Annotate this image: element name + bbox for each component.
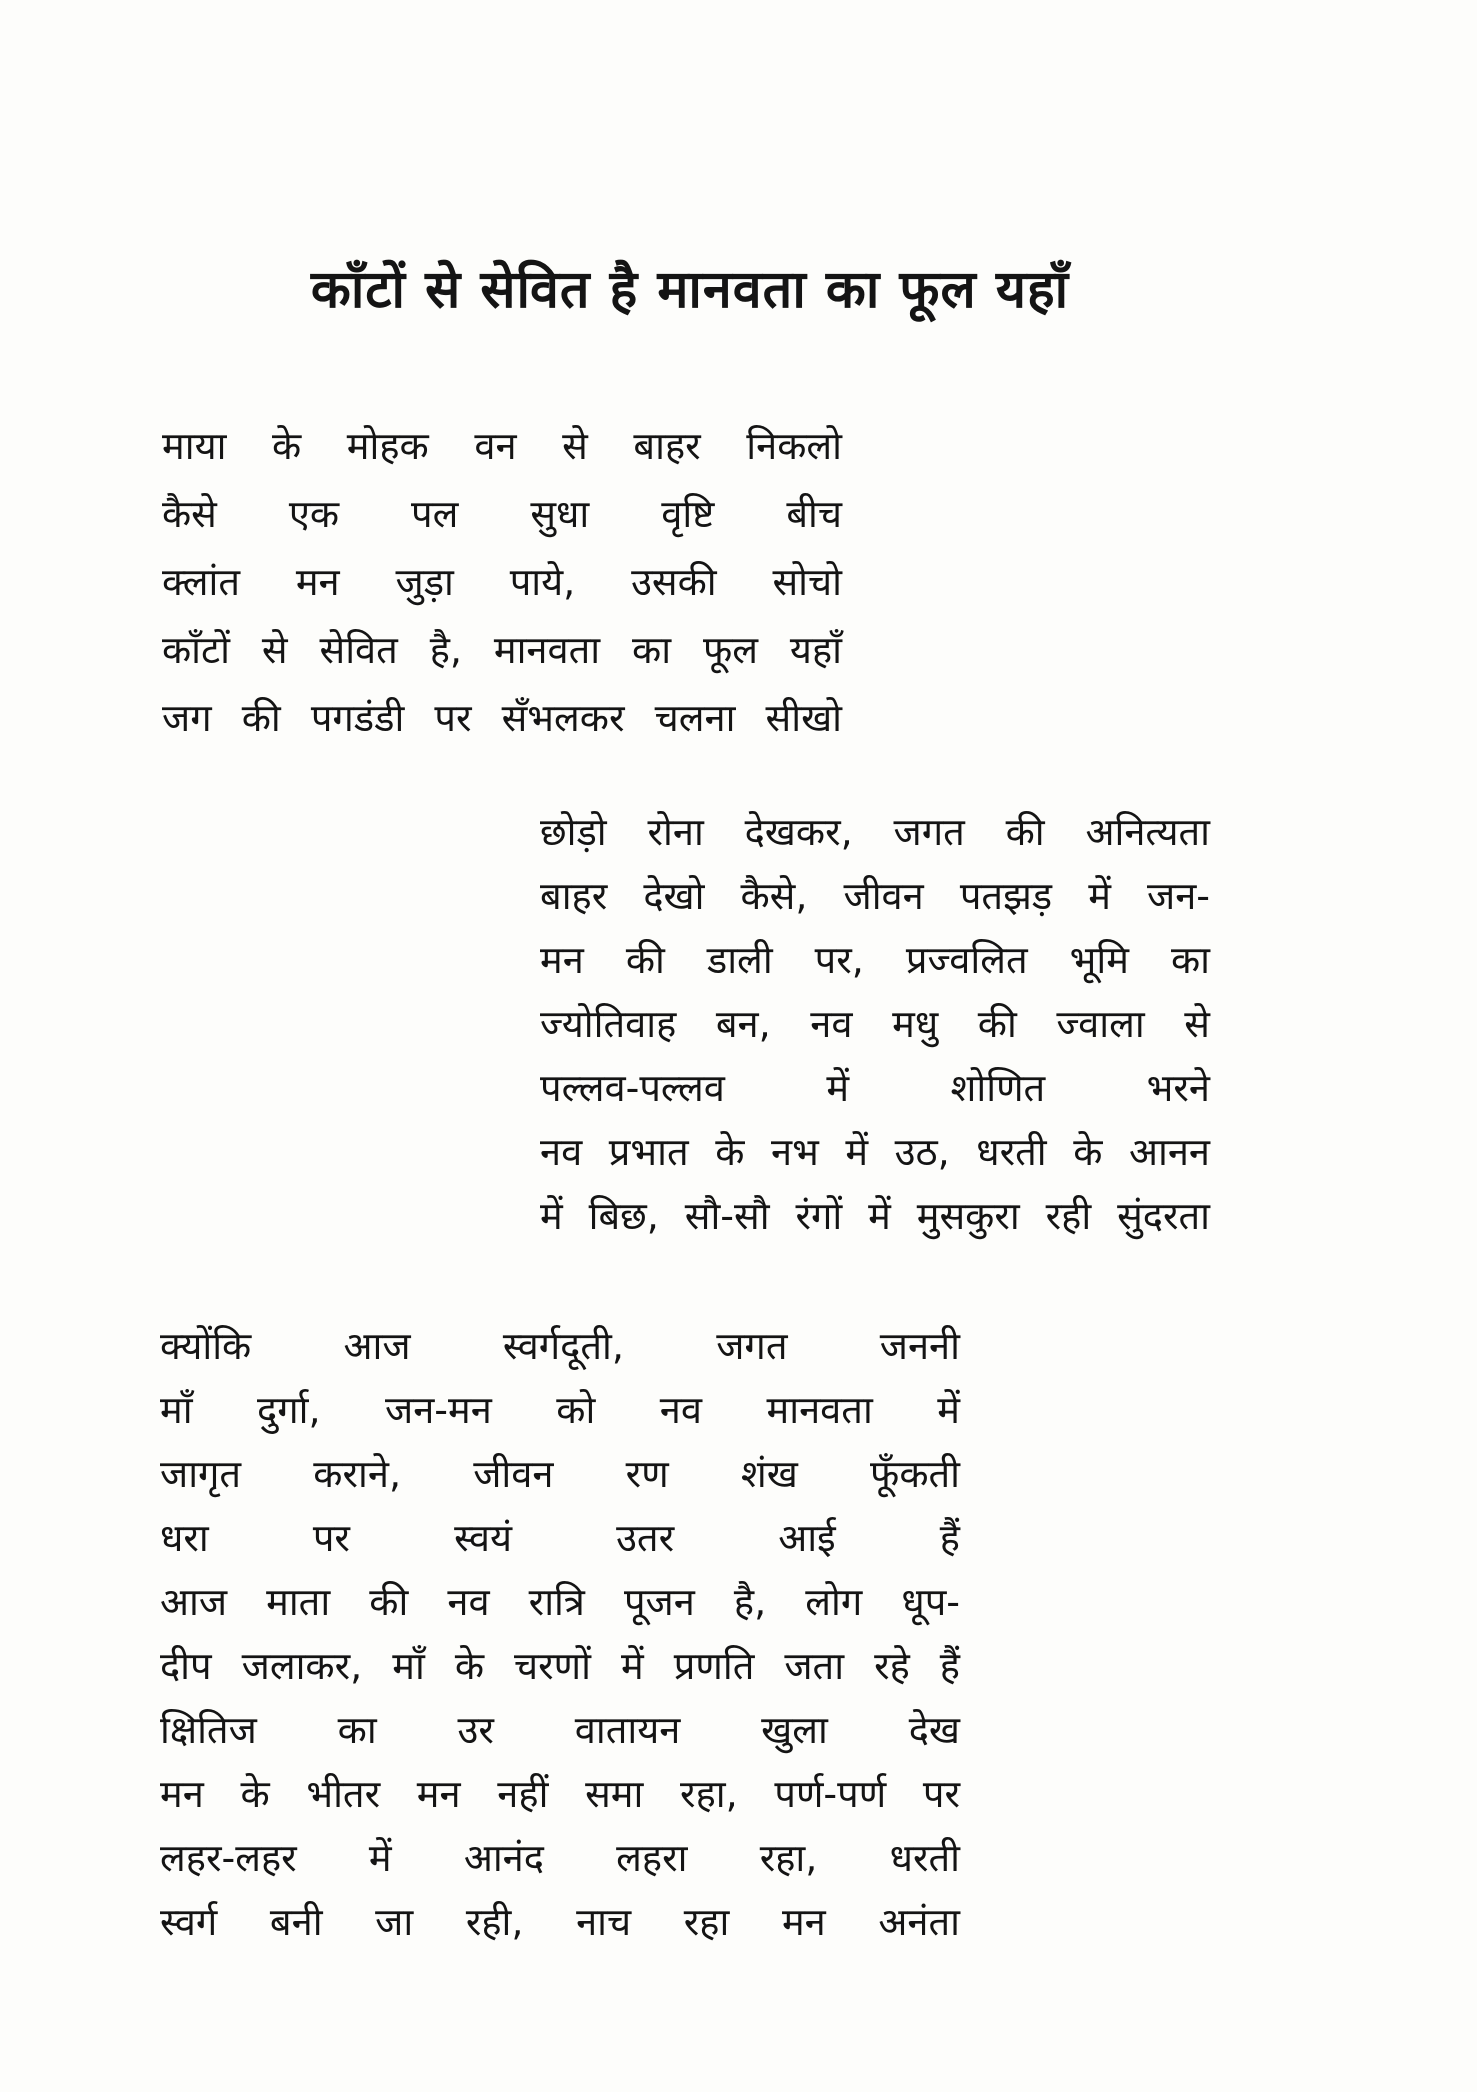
stanza-2-line-6: नव प्रभात के नभ में उठ, धरती के आनन bbox=[540, 1130, 1210, 1174]
stanza-3-line-7: क्षितिज का उर वातायन खुला देख bbox=[160, 1708, 960, 1752]
stanza-3-line-2: माँ दुर्गा, जन-मन को नव मानवता में bbox=[160, 1388, 960, 1432]
stanza-1-line-1: माया के मोहक वन से बाहर निकलो bbox=[162, 424, 842, 468]
stanza-1-line-5: जग की पगडंडी पर सँभलकर चलना सीखो bbox=[162, 696, 842, 740]
stanza-1-line-3: क्लांत मन जुड़ा पाये, उसकी सोचो bbox=[162, 560, 842, 604]
stanza-2-line-7: में बिछ, सौ-सौ रंगों में मुसकुरा रही सुंदरता bbox=[540, 1194, 1210, 1238]
stanza-2-line-1: छोड़ो रोना देखकर, जगत की अनित्यता bbox=[540, 810, 1210, 854]
stanza-2-line-3: मन की डाली पर, प्रज्वलित भूमि का bbox=[540, 938, 1210, 982]
stanza-3-line-5: आज माता की नव रात्रि पूजन है, लोग धूप- bbox=[160, 1580, 960, 1624]
stanza-1-line-4: काँटों से सेवित है, मानवता का फूल यहाँ bbox=[162, 628, 842, 672]
poem-title: काँटों से सेवित है मानवता का फूल यहाँ bbox=[310, 260, 1070, 320]
stanza-3-line-9: लहर-लहर में आनंद लहरा रहा, धरती bbox=[160, 1836, 960, 1880]
stanza-3-line-8: मन के भीतर मन नहीं समा रहा, पर्ण-पर्ण पर bbox=[160, 1772, 960, 1816]
stanza-3-line-4: धरा पर स्वयं उतर आई हैं bbox=[160, 1516, 960, 1560]
stanza-3-line-10: स्वर्ग बनी जा रही, नाच रहा मन अनंता bbox=[160, 1900, 960, 1944]
stanza-2-line-4: ज्योतिवाह बन, नव मधु की ज्वाला से bbox=[540, 1002, 1210, 1046]
stanza-3 bbox=[160, 1314, 960, 1954]
stanza-3-line-3: जागृत कराने, जीवन रण शंख फूँकती bbox=[160, 1452, 960, 1496]
stanza-2-line-5: पल्लव-पल्लव में शोणित भरने bbox=[540, 1066, 1210, 1110]
stanza-2-line-2: बाहर देखो कैसे, जीवन पतझड़ में जन- bbox=[540, 874, 1210, 918]
stanza-3-line-1: क्योंकि आज स्वर्गदूती, जगत जननी bbox=[160, 1324, 960, 1368]
stanza-3-line-6: दीप जलाकर, माँ के चरणों में प्रणति जता रहे हैं bbox=[160, 1644, 960, 1688]
stanza-2 bbox=[540, 800, 1210, 1248]
stanza-1-line-2: कैसे एक पल सुधा वृष्टि बीच bbox=[162, 492, 842, 536]
stanza-1 bbox=[162, 412, 842, 752]
